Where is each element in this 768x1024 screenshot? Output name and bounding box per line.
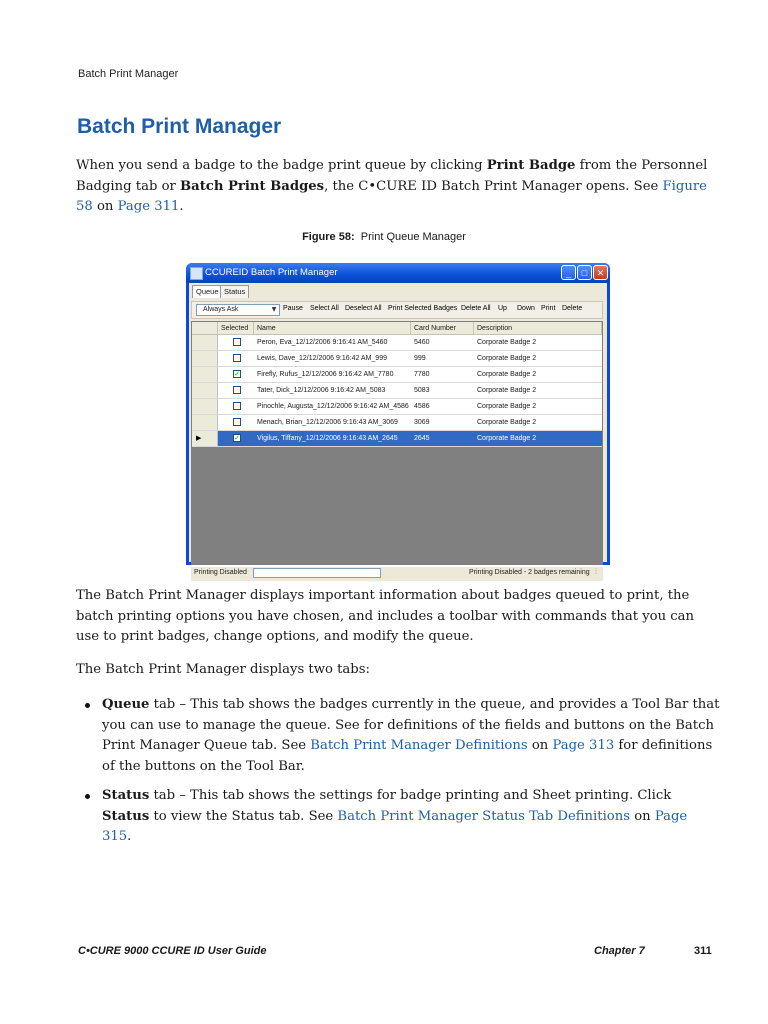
print-mode-value: Always Ask [203,306,239,313]
toolbar [191,301,603,319]
intro-paragraph: When you send a badge to the badge print queue by clicking Print Badge from the Personnel Badging tab or Batch Print Badges, the C•CURE ID Batch Print Manager opens. See Figure 58 on Page 311. [76,158,708,214]
page-313-link[interactable]: Page 313 [552,738,615,753]
status-left: Printing Disabled [194,569,247,576]
row-checkbox[interactable] [233,402,241,410]
delete-button[interactable]: Delete [562,305,583,312]
cell-description: Corporate Badge 2 [477,419,537,426]
print-button[interactable]: Print [541,305,556,312]
table-row[interactable] [192,415,602,431]
row-header[interactable] [192,335,218,350]
cell-name: Menach, Brian_12/12/2006 9:16:43 AM_3069 [257,419,398,426]
col-name[interactable]: Name [254,322,411,335]
pause-button[interactable]: Pause [283,305,303,312]
cell-card-number: 7780 [414,371,430,378]
row-header[interactable]: ▶ [192,431,218,446]
table-row[interactable] [192,383,602,399]
table-row[interactable] [192,335,602,351]
down-button[interactable]: Down [517,305,535,312]
row-header[interactable] [192,367,218,382]
row-checkbox[interactable] [233,386,241,394]
table-row[interactable] [192,351,602,367]
footer-page-number: 311 [694,945,712,957]
deselect-all-button[interactable]: Deselect All [345,305,382,312]
running-header: Batch Print Manager [78,68,179,80]
table-row[interactable] [192,431,602,447]
cell-description: Corporate Badge 2 [477,339,537,346]
resize-grip-icon[interactable]: ⁞ [595,569,597,576]
row-header[interactable] [192,383,218,398]
window-title: CCUREID Batch Print Manager [205,267,338,278]
section-title: Batch Print Manager [77,115,282,138]
cell-card-number: 2645 [414,435,430,442]
status-right: Printing Disabled - 2 badges remaining [469,569,590,576]
table-row[interactable] [192,367,602,383]
close-icon[interactable]: ✕ [593,265,608,280]
cell-description: Corporate Badge 2 [477,355,537,362]
cell-card-number: 3069 [414,419,430,426]
figure-58-link[interactable]: Figure 58 [76,178,707,214]
cell-name: Pinochle, Augusta_12/12/2006 9:16:42 AM_4586 [257,403,409,410]
tab-status[interactable]: Status [220,285,249,298]
cell-name: Tater, Dick_12/12/2006 9:16:42 AM_5083 [257,387,386,394]
row-checkbox[interactable]: ✓ [234,370,240,378]
cell-name: Firefly, Rufus_12/12/2006 9:16:42 AM_7780 [257,371,394,378]
app-icon [190,267,203,280]
bullet-icon [85,703,90,708]
cell-name: Vigilus, Tiffany_12/12/2006 9:16:43 AM_2645 [257,435,398,442]
list-item-queue: Queue tab – This tab shows the badges currently in the queue, and provides a Tool Bar that you can use to manage the queue. See for definitions of the fields and buttons on the Batch Print Manager Queue tab. See Batch Print Manager Definitions on Page 313 for definitions of the buttons on the Tool Bar. [76,695,720,777]
print-mode-select[interactable] [196,304,280,316]
cell-card-number: 999 [414,355,426,362]
cell-card-number: 4586 [414,403,430,410]
cell-card-number: 5460 [414,339,430,346]
row-checkbox[interactable]: ✓ [234,434,240,442]
cell-card-number: 5083 [414,387,430,394]
row-checkbox[interactable] [233,418,241,426]
bullet-icon [85,794,90,799]
col-description[interactable]: Description [474,322,602,335]
description-paragraph: The Batch Print Manager displays important information about badges queued to print, the batch printing options you have chosen, and includes a toolbar with commands that you can use to print badges, change options, and modify the queue. [76,588,695,644]
queue-grid [191,321,603,565]
cell-description: Corporate Badge 2 [477,435,537,442]
list-item-status: Status tab – This tab shows the settings for badge printing and Sheet printing. Click Status to view the Status tab. See Batch Print Manager Status Tab Definitions on Page 315. [76,786,720,848]
window-client [189,283,607,576]
batch-print-manager-window [186,263,610,576]
print-selected-badges-button[interactable]: Print Selected Badges [388,305,458,312]
maximize-icon[interactable]: □ [577,265,592,280]
table-row[interactable] [192,399,602,415]
chevron-down-icon[interactable]: ▼ [271,306,277,313]
tab-list [76,695,720,857]
row-header[interactable] [192,399,218,414]
definitions-link[interactable]: Batch Print Manager Definitions [310,738,528,753]
figure-caption: Figure 58: Print Queue Manager [302,231,466,243]
footer-guide-title: C•CURE 9000 CCURE ID User Guide [78,945,267,957]
row-checkbox[interactable] [233,338,241,346]
select-all-button[interactable]: Select All [310,305,339,312]
cell-description: Corporate Badge 2 [477,371,537,378]
footer-chapter: Chapter 7 [594,945,645,957]
row-header[interactable] [192,351,218,366]
page-311-link[interactable]: Page 311 [117,199,180,214]
tab-queue[interactable]: Queue [192,285,223,298]
page-315-link[interactable]: Page 315 [102,808,688,844]
cell-name: Peron, Eva_12/12/2006 9:16:41 AM_5460 [257,339,388,346]
status-definitions-link[interactable]: Batch Print Manager Status Tab Definitions [337,808,630,824]
delete-all-button[interactable]: Delete All [461,305,491,312]
progress-bar [253,568,381,578]
window-titlebar [186,263,610,283]
col-card-number[interactable]: Card Number [411,322,474,335]
status-bar [191,567,603,581]
cell-description: Corporate Badge 2 [477,387,537,394]
tabs-intro-paragraph: The Batch Print Manager displays two tabs: [76,662,370,677]
cell-description: Corporate Badge 2 [477,403,537,410]
row-header[interactable] [192,415,218,430]
row-checkbox[interactable] [233,354,241,362]
minimize-icon[interactable]: _ [561,265,576,280]
up-button[interactable]: Up [498,305,507,312]
col-selected[interactable]: Selected [218,322,254,335]
row-header-corner [192,322,218,335]
cell-name: Lewis, Dave_12/12/2006 9:16:42 AM_999 [257,355,387,362]
